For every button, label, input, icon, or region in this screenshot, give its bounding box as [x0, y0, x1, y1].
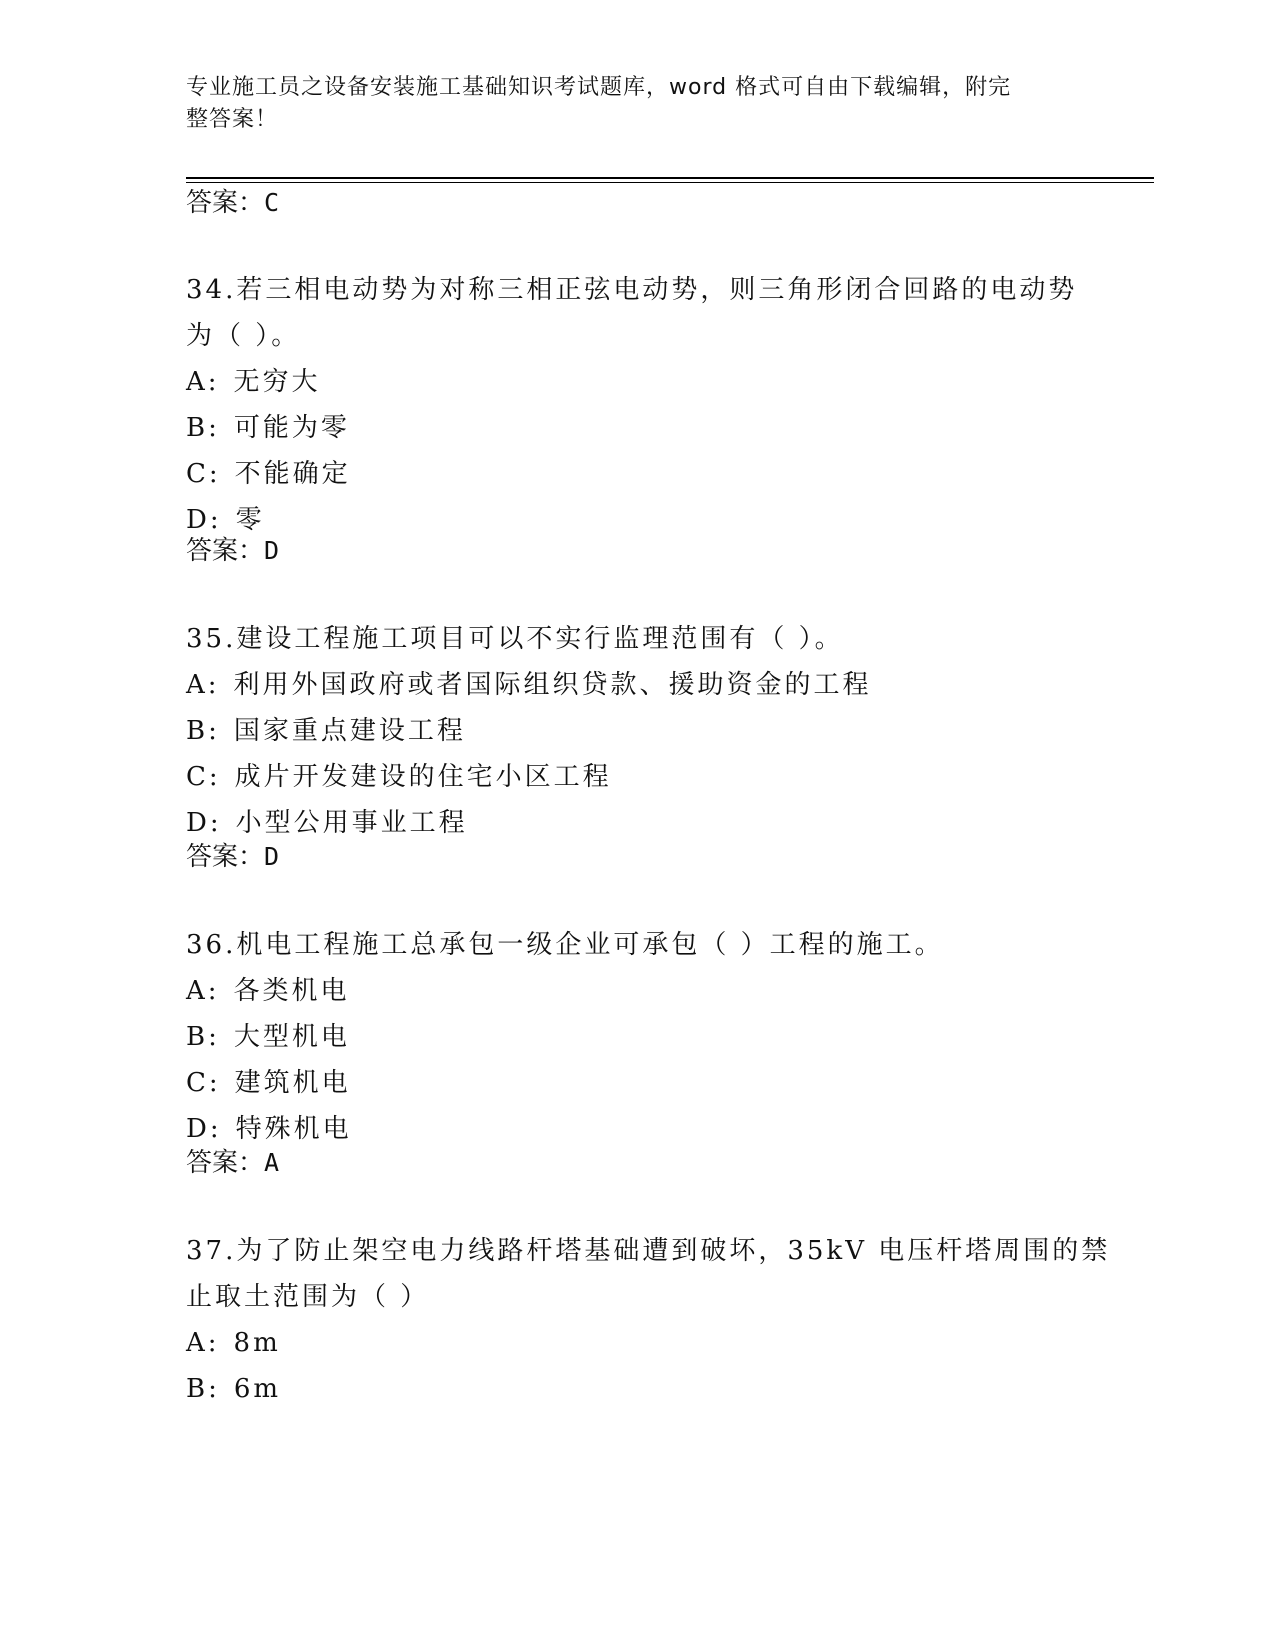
- answer-36: [186, 1146, 1086, 1180]
- option-label: B:: [186, 716, 220, 746]
- answer-label: 答案：: [186, 1148, 265, 1178]
- option-text: 无穷大: [233, 367, 321, 397]
- answer-label: 答案：: [186, 536, 265, 566]
- option-label: A:: [186, 670, 220, 700]
- option-label: A:: [186, 976, 220, 1006]
- option-text: 利用外国政府或者国际组织贷款、援助资金的工程: [233, 670, 872, 700]
- option-label: D:: [186, 808, 222, 838]
- option-text: 成片开发建设的住宅小区工程: [234, 762, 612, 792]
- answer-value: A: [264, 1148, 280, 1177]
- header-line-1: 专业施工员之设备安装施工基础知识考试题库，word 格式可自由下载编辑，附完: [186, 75, 1012, 100]
- question-34: [186, 267, 1086, 543]
- option-b: [186, 1014, 1086, 1060]
- answer-34: [186, 534, 1086, 568]
- option-label: C:: [186, 459, 221, 489]
- answer-35: [186, 840, 1086, 874]
- question-text-line-1: 37.为了防止架空电力线路杆塔基础遭到破坏，35kV 电压杆塔周围的禁: [186, 1236, 1111, 1266]
- answer-value: C: [264, 188, 280, 217]
- option-a: [186, 662, 1086, 708]
- header-divider-thin: [186, 182, 1154, 183]
- question-37: [186, 1228, 1111, 1412]
- option-c: [186, 451, 1086, 497]
- option-text: 8m: [233, 1328, 281, 1358]
- answer-value: D: [264, 536, 280, 565]
- option-label: C:: [186, 762, 221, 792]
- option-text: 建筑机电: [234, 1068, 351, 1098]
- option-b: [186, 1366, 1086, 1412]
- question-text-line-2: 为（ ）。: [186, 321, 301, 351]
- answer-33: [186, 186, 1086, 220]
- option-text: 各类机电: [233, 976, 350, 1006]
- option-label: B:: [186, 413, 220, 443]
- option-text: 特殊机电: [235, 1114, 352, 1144]
- option-text: 大型机电: [233, 1022, 350, 1052]
- option-c: [186, 754, 1086, 800]
- option-text: 零: [235, 505, 265, 535]
- option-text: 小型公用事业工程: [235, 808, 468, 838]
- option-b: [186, 405, 1086, 451]
- option-c: [186, 1060, 1086, 1106]
- option-text: 可能为零: [233, 413, 350, 443]
- header-divider-thick: [186, 177, 1154, 179]
- question-36: [186, 922, 1086, 1152]
- answer-value: D: [264, 842, 280, 871]
- option-label: D:: [186, 1114, 222, 1144]
- option-label: B:: [186, 1374, 220, 1404]
- answer-label: 答案：: [186, 188, 265, 218]
- option-a: [186, 968, 1086, 1014]
- question-text-line-1: 36.机电工程施工总承包一级企业可承包（ ）工程的施工。: [186, 930, 944, 960]
- question-text-line-1: 34.若三相电动势为对称三相正弦电动势，则三角形闭合回路的电动势: [186, 275, 1078, 305]
- answer-label: 答案：: [186, 842, 265, 872]
- option-label: A:: [186, 1328, 220, 1358]
- question-35: [186, 616, 1086, 846]
- option-a: [186, 1320, 1086, 1366]
- option-label: C:: [186, 1068, 221, 1098]
- option-label: B:: [186, 1022, 220, 1052]
- document-header: [186, 72, 1086, 136]
- option-b: [186, 708, 1086, 754]
- option-text: 国家重点建设工程: [233, 716, 466, 746]
- option-a: [186, 359, 1086, 405]
- option-label: D:: [186, 505, 222, 535]
- question-text-line-2: 止取土范围为（ ）: [186, 1282, 430, 1312]
- option-text: 6m: [233, 1374, 282, 1404]
- option-text: 不能确定: [234, 459, 351, 489]
- option-label: A:: [186, 367, 220, 397]
- header-line-2: 整答案！: [186, 107, 279, 132]
- question-text-line-1: 35.建设工程施工项目可以不实行监理范围有（ ）。: [186, 624, 844, 654]
